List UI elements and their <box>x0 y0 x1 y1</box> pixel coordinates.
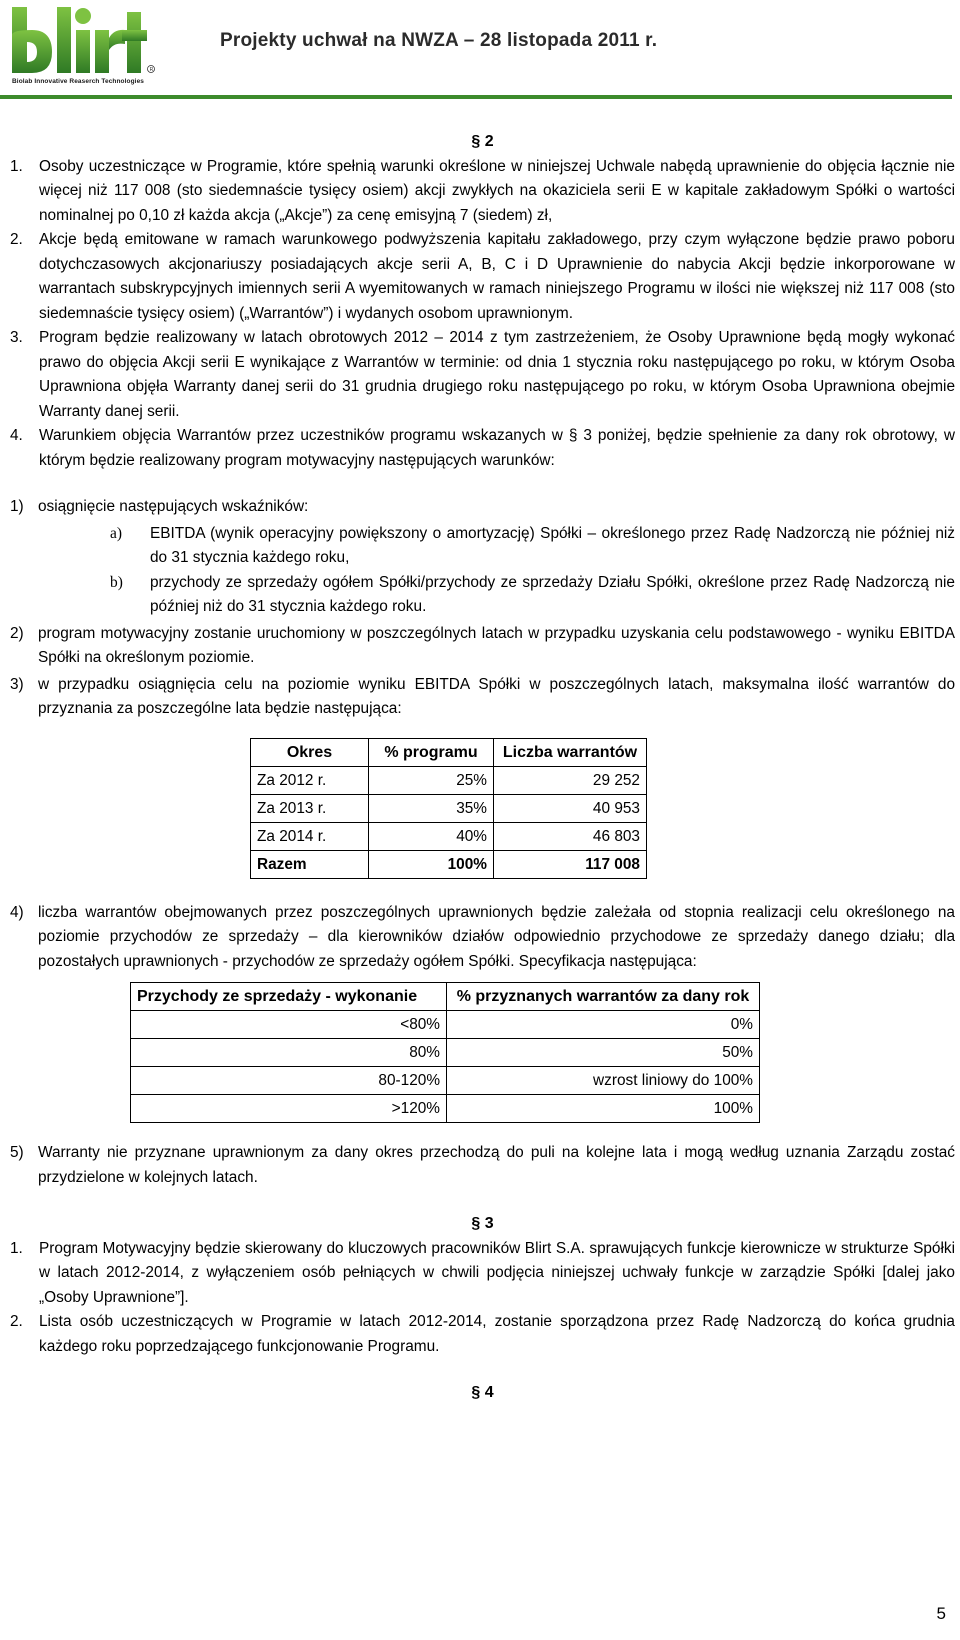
condition-item <box>10 495 955 520</box>
section-heading: § 3 <box>471 1215 494 1232</box>
table-cell: 35% <box>369 794 494 822</box>
table-cell: 25% <box>369 766 494 794</box>
table-cell: 50% <box>447 1039 760 1067</box>
condition-item <box>10 622 955 671</box>
condition-text: osiągnięcie następujących wskaźników: <box>38 498 309 515</box>
condition-text: Warranty nie przyznane uprawnionym za dany okres przechodzą do puli na kolejne lata i mogą według uznania Zarządu zostać przydzielone w kolejnych latach. <box>38 1144 955 1186</box>
section-heading: § 4 <box>471 1384 494 1401</box>
table-cell: wzrost liniowy do 100% <box>447 1067 760 1095</box>
table-cell: 117 008 <box>494 850 647 878</box>
letter-text: przychody ze sprzedaży ogółem Spółki/przychody ze sprzedaży Działu Spółki, określone przez Radę Nadzorczą nie później niż do 31 stycznia każdego roku. <box>150 573 955 615</box>
document-body <box>10 130 955 1406</box>
item-text: Program będzie realizowany w latach obrotowych 2012 – 2014 z tym zastrzeżeniem, że Osoby Uprawnione będą mogły wykonać prawo do objęcia Akcji serii E wynikające z Warrantów w terminie: od dnia 1 stycznia roku następującego po roku, w którym Osoba Uprawniona objęła Warranty danej serii do 31 grudnia drugiego roku następującego po roku, w którym Osoba Uprawniona obejmie Warranty danej serii. <box>39 329 955 420</box>
table-total-row <box>251 850 647 878</box>
condition-number: 3) <box>10 675 24 693</box>
document-title: Projekty uchwał na NWZA – 28 listopada 2011 r. <box>220 30 658 51</box>
table-row <box>251 794 647 822</box>
item-text: Lista osób uczestniczących w Programie w latach 2012-2014, zostanie sporządzona przez Radę Nadzorczą do końca grudnia każdego roku poprzedzającego funkcjonowanie Programu. <box>39 1313 955 1355</box>
table-cell: 40% <box>369 822 494 850</box>
table-row <box>131 1039 760 1067</box>
table-header-row <box>251 738 647 766</box>
lettered-item <box>110 522 955 571</box>
warrants-table <box>250 738 647 879</box>
numbered-item <box>10 1310 955 1359</box>
item-text: Osoby uczestniczące w Programie, które spełnią warunki określone w niniejszej Uchwale nabędą uprawnienie do objęcia łącznie nie więcej niż 117 008 (sto siedemnaście tysięcy osiem) akcji zwykłych na okaziciela serii E w kapitale zakładowym Spółki o wartości nominalnej po 0,10 zł każda akcja („Akcje”) za cenę emisyjną 7 (siedem) zł, <box>39 157 955 224</box>
page-number: 5 <box>936 1604 946 1623</box>
table-header-cell: Przychody ze sprzedaży - wykonanie <box>131 983 447 1011</box>
item-number: 1. <box>10 157 23 175</box>
lettered-item <box>110 571 955 620</box>
table-cell: Za 2012 r. <box>251 766 369 794</box>
table-row <box>131 1067 760 1095</box>
table-cell: 29 252 <box>494 766 647 794</box>
logo-tagline: Biolab Innovative Reaserch Technologies <box>12 78 145 85</box>
header-rule <box>0 95 952 99</box>
table-header-cell: % przyznanych warrantów za dany rok <box>447 983 760 1011</box>
condition-text: liczba warrantów obejmowanych przez poszczególnych uprawnionych będzie zależała od stopnia realizacji celu określonego na poziomie przychodów ze sprzedaży – dla kierowników działów odpowiednio przychodowe ze sprzedaży danego działu; dla pozostałych uprawnionych - przychodów ze sprzedaży ogółem Spółki. Specyfikacja następująca: <box>38 903 955 970</box>
table-cell: 100% <box>369 850 494 878</box>
item-number: 3. <box>10 329 23 346</box>
item-text: Akcje będą emitowane w ramach warunkowego podwyższenia kapitału zakładowego, przy czym wyłączone będzie prawo poboru dotychczasowych akcjonariuszy posiadających akcje serii A, B, C i D Uprawnienie do nabycia Akcji będzie inkorporowane w warrantach subskrypcyjnych imiennych serii A wyemitowanych w ramach niniejszego Programu w ilości nie większej niż 117 008 (sto siedemnaście tysięcy osiem) („Warrantów”) i wydanych osobom uprawnionym. <box>39 231 955 322</box>
letter-marker: a) <box>110 524 122 542</box>
item-number: 2. <box>10 231 23 248</box>
item-number: 2. <box>10 1313 23 1330</box>
item-number: 4. <box>10 427 23 444</box>
condition-number: 4) <box>10 903 24 921</box>
table-cell: >120% <box>131 1095 447 1123</box>
table-cell: 40 953 <box>494 794 647 822</box>
condition-number: 1) <box>10 498 24 515</box>
table-row <box>131 1011 760 1039</box>
item-text: Warunkiem objęcia Warrantów przez uczestników programu wskazanych w § 3 poniżej, będzie spełnienie za dany rok obrotowy, w którym będzie realizowany program motywacyjny następujących warunków: <box>39 427 955 469</box>
numbered-item <box>10 155 955 229</box>
condition-number: 5) <box>10 1144 24 1161</box>
item-number: 1. <box>10 1239 23 1257</box>
table-cell: Razem <box>251 850 369 878</box>
table-cell: <80% <box>131 1011 447 1039</box>
table-cell: 80-120% <box>131 1067 447 1095</box>
table-cell: 46 803 <box>494 822 647 850</box>
table-header-cell: Liczba warrantów <box>494 738 647 766</box>
table-row <box>251 822 647 850</box>
table-cell: Za 2013 r. <box>251 794 369 822</box>
condition-number: 2) <box>10 624 24 642</box>
table-header-row <box>131 983 760 1011</box>
table-header-cell: % programu <box>369 738 494 766</box>
letter-marker: b) <box>110 573 123 591</box>
table-cell: Za 2014 r. <box>251 822 369 850</box>
condition-item <box>10 1141 955 1190</box>
table-cell: 80% <box>131 1039 447 1067</box>
condition-text: program motywacyjny zostanie uruchomiony w poszczególnych latach w przypadku uzyskania celu podstawowego - wyniku EBITDA Spółki na określonym poziomie. <box>38 624 955 666</box>
numbered-item <box>10 424 955 473</box>
item-text: Program Motywacyjny będzie skierowany do kluczowych pracowników Blirt S.A. sprawujących funkcje kierownicze w strukturze Spółki w latach 2012-2014, z wyłączeniem osób pełniących w chwili podjęcia niniejszej uchwały funkcje w zarządzie Spółki [dalej jako „Osoby Uprawnione”]. <box>39 1239 955 1306</box>
condition-item <box>10 901 955 975</box>
blirt-logo <box>12 2 155 88</box>
svg-text:R: R <box>149 67 154 73</box>
numbered-item <box>10 326 955 424</box>
table-row <box>251 766 647 794</box>
page-header <box>0 0 960 100</box>
table-cell: 100% <box>447 1095 760 1123</box>
table-row <box>131 1095 760 1123</box>
letter-text: EBITDA (wynik operacyjny powiększony o amortyzację) Spółki – określonego przez Radę Nadzorczą nie później niż do 31 stycznia każdego roku, <box>150 524 955 566</box>
condition-text: w przypadku osiągnięcia celu na poziomie wyniku EBITDA Spółki w poszczególnych latach, maksymalna ilość warrantów do przyznania za poszczególne lata będzie następująca: <box>38 675 955 717</box>
revenue-table <box>130 982 760 1123</box>
numbered-item <box>10 1237 955 1311</box>
numbered-item <box>10 228 955 326</box>
table-cell: 0% <box>447 1011 760 1039</box>
condition-item <box>10 673 955 722</box>
table-header-cell: Okres <box>251 738 369 766</box>
section-heading: § 2 <box>471 133 494 150</box>
